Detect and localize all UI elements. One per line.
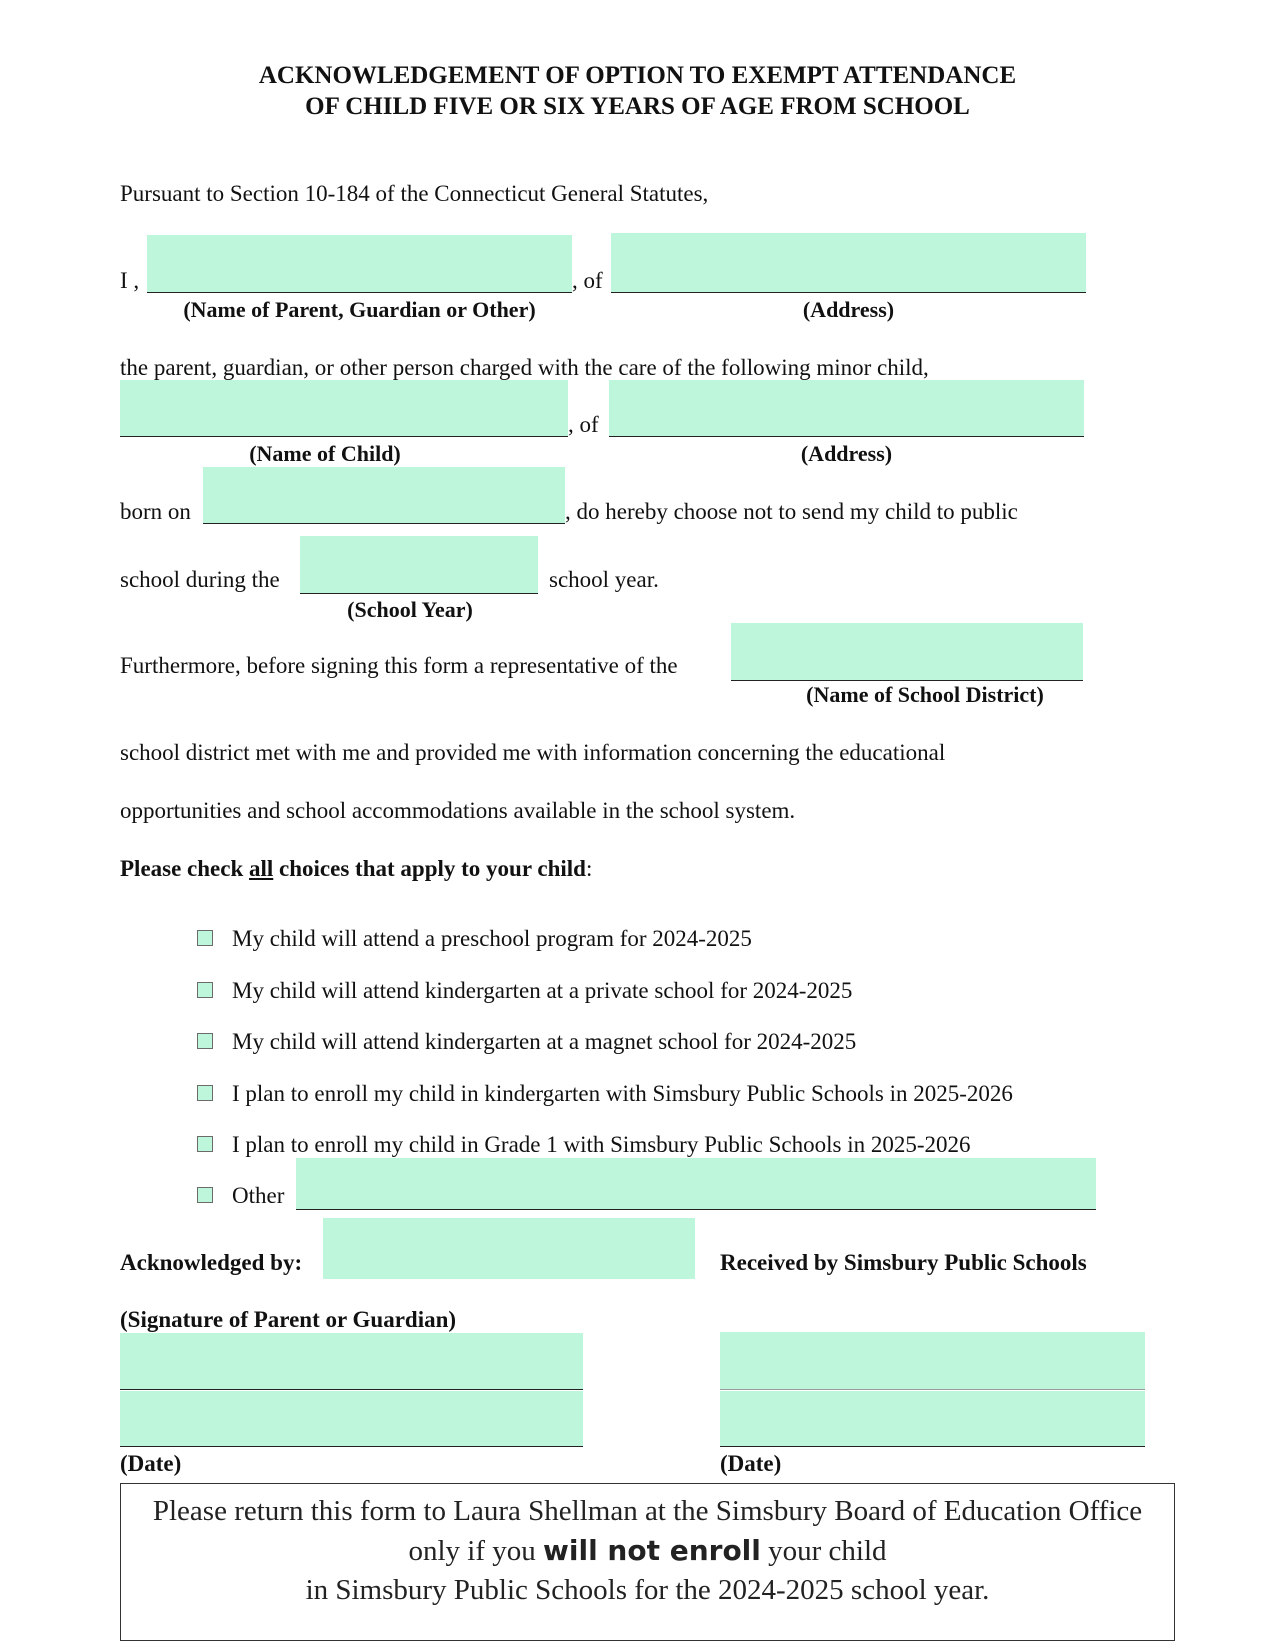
school-year-input[interactable] — [300, 536, 538, 594]
school-year-caption: (School Year) — [347, 597, 473, 622]
notice-line2-a: only if you — [408, 1535, 543, 1567]
parent-of: , of — [572, 268, 603, 293]
notice-line1: Please return this form to Laura Shellman at the Simsbury Board of Education Office — [152, 1495, 1143, 1527]
option-label-preschool: My child will attend a preschool program for 2024-2025 — [232, 926, 752, 951]
option-label-grade1-sps: I plan to enroll my child in Grade 1 with Simsbury Public Schools in 2025-2026 — [232, 1132, 971, 1157]
parent-address-input[interactable] — [611, 233, 1086, 293]
option-label-other: Other — [232, 1183, 285, 1208]
child-address-input[interactable] — [609, 380, 1084, 437]
option-checkbox-private-school[interactable] — [197, 982, 213, 998]
acknowledged-label: Acknowledged by: — [120, 1250, 303, 1275]
statute-intro: Pursuant to Section 10-184 of the Connecticut General Statutes, — [120, 181, 709, 206]
option-checkbox-grade1-sps[interactable] — [197, 1136, 213, 1152]
form-title-line1: ACKNOWLEDGEMENT OF OPTION TO EXEMPT ATTENDANCE — [258, 62, 1017, 89]
parent-address-caption: (Address) — [802, 297, 895, 322]
birth-date-input[interactable] — [203, 467, 565, 524]
option-checkbox-magnet-school[interactable] — [197, 1033, 213, 1049]
other-input[interactable] — [296, 1158, 1096, 1210]
option-checkbox-other[interactable] — [197, 1187, 213, 1203]
parent-name-caption: (Name of Parent, Guardian or Other) — [183, 297, 536, 322]
born-prefix: born on — [120, 499, 191, 524]
form-title — [0, 60, 1275, 122]
sps-date-field[interactable] — [720, 1391, 1145, 1447]
option-label-private-school: My child will attend kindergarten at a private school for 2024-2025 — [232, 978, 853, 1003]
child-of: , of — [568, 412, 599, 437]
acknowledged-signature-field[interactable] — [323, 1218, 695, 1279]
child-name-input[interactable] — [120, 380, 568, 437]
sps-signature-field[interactable] — [720, 1332, 1145, 1390]
option-checkbox-kindergarten-sps[interactable] — [197, 1085, 213, 1101]
return-notice-box — [120, 1483, 1175, 1641]
check-heading-part3: choices that apply to your child — [273, 856, 586, 881]
child-address-caption: (Address) — [800, 441, 893, 466]
school-district-input[interactable] — [731, 623, 1083, 681]
parent-name-input[interactable] — [147, 235, 572, 293]
option-label-kindergarten-sps: I plan to enroll my child in kindergarten with Simsbury Public Schools in 2025-2026 — [232, 1081, 1013, 1106]
option-label-magnet-school: My child will attend kindergarten at a magnet school for 2024-2025 — [232, 1029, 857, 1054]
check-heading — [120, 856, 592, 882]
school-district-caption: (Name of School District) — [806, 682, 1044, 707]
parent-date-field[interactable] — [120, 1391, 583, 1447]
school-year-prefix: school during the — [120, 567, 280, 592]
district-text-2: opportunities and school accommodations available in the school system. — [120, 798, 796, 823]
check-heading-part1: Please check — [120, 856, 250, 881]
district-text-1: school district met with me and provided me with information concerning the educational — [120, 740, 946, 765]
notice-line2-c: your child — [760, 1535, 887, 1567]
parent-signature-field[interactable] — [120, 1333, 583, 1390]
notice-line3: in Simsbury Public Schools for the 2024-2025 school year. — [305, 1574, 990, 1606]
school-year-suffix: school year. — [549, 567, 659, 592]
check-heading-all: all — [249, 856, 274, 881]
date-caption-right: (Date) — [720, 1451, 782, 1476]
form-title-line2: OF CHILD FIVE OR SIX YEARS OF AGE FROM SCHOOL — [305, 93, 970, 120]
date-caption-left: (Date) — [120, 1451, 182, 1476]
child-name-caption: (Name of Child) — [249, 441, 401, 466]
notice-will-not-enroll: will not enroll — [543, 1534, 761, 1567]
child-intro: the parent, guardian, or other person charged with the care of the following minor child, — [120, 355, 929, 380]
parent-prefix: I , — [120, 268, 140, 293]
district-prefix: Furthermore, before signing this form a representative of the — [120, 653, 678, 678]
check-heading-colon: : — [585, 856, 593, 881]
born-suffix: , do hereby choose not to send my child to public — [565, 499, 1018, 524]
notice-line2 — [121, 1531, 1174, 1571]
option-checkbox-preschool[interactable] — [197, 930, 213, 946]
signature-caption: (Signature of Parent or Guardian) — [120, 1307, 457, 1332]
received-label: Received by Simsbury Public Schools — [720, 1250, 1087, 1275]
